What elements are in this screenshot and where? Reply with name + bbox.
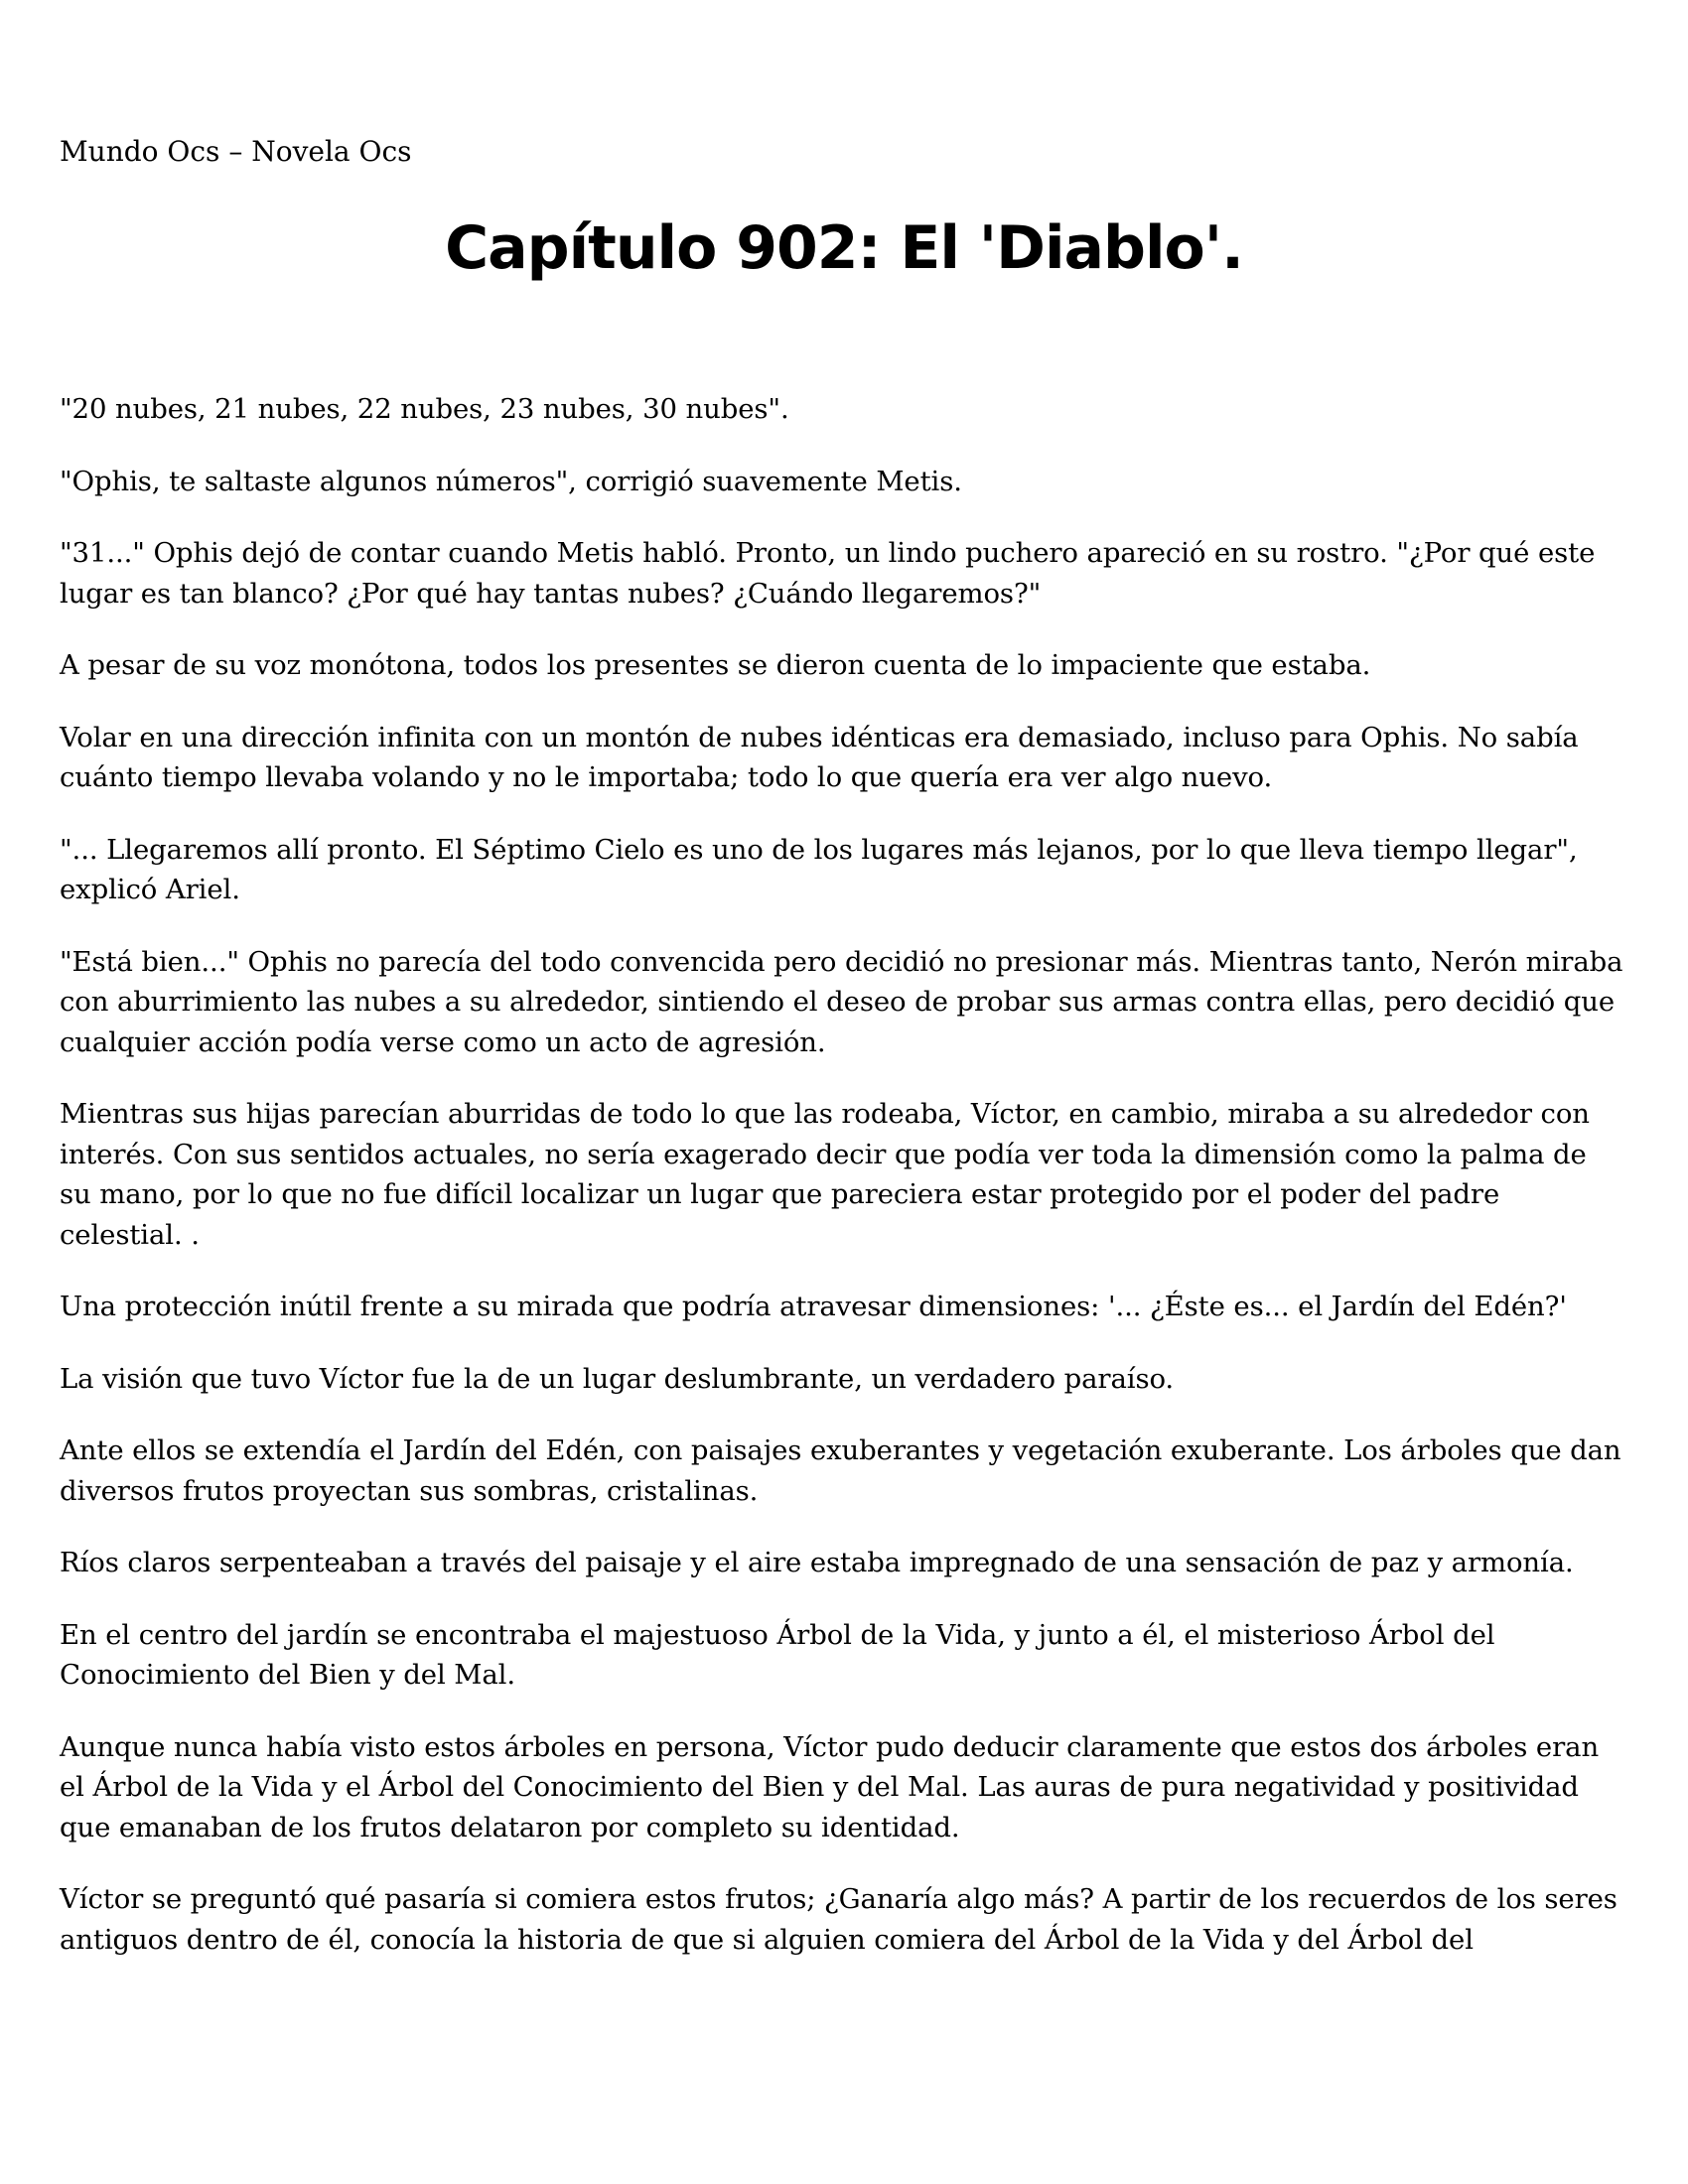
text-line: "31..." Ophis dejó de contar cuando Metis habló. Pronto, un lindo puchero apareció en su rostro. "¿Por qué este xyxy=(60,537,1596,569)
paragraph xyxy=(60,1615,1644,1696)
text-line: interés. Con sus sentidos actuales, no sería exagerado decir que podía ver toda la dimensión como la palma de xyxy=(60,1138,1587,1170)
paragraph xyxy=(60,1287,1644,1327)
text-line: antiguos dentro de él, conocía la historia de que si alguien comiera del Árbol de la Vida y del Árbol del xyxy=(60,1923,1474,1956)
paragraph xyxy=(60,942,1644,1063)
paragraph xyxy=(60,1879,1644,1960)
paragraph xyxy=(60,645,1644,686)
paragraph xyxy=(60,830,1644,910)
paragraph xyxy=(60,1094,1644,1255)
text-line: el Árbol de la Vida y el Árbol del Conocimiento del Bien y del Mal. Las auras de pura negatividad y positividad xyxy=(60,1771,1579,1803)
text-line: Víctor se preguntó qué pasaría si comiera estos frutos; ¿Ganaría algo más? A partir de los recuerdos de los seres xyxy=(60,1883,1618,1915)
text-line: Ríos claros serpenteaban a través del paisaje y el aire estaba impregnado de una sensación de paz y armonía. xyxy=(60,1547,1574,1578)
text-line: Conocimiento del Bien y del Mal. xyxy=(60,1659,515,1691)
paragraph xyxy=(60,1359,1644,1400)
paragraph xyxy=(60,533,1644,614)
running-header: Mundo Ocs – Novela Ocs xyxy=(60,135,412,168)
text-line: "... Llegaremos allí pronto. El Séptimo Cielo es uno de los lugares más lejanos, por lo que lleva tiempo llegar", xyxy=(60,833,1578,866)
paragraph xyxy=(60,462,1644,502)
text-line: A pesar de su voz monótona, todos los presentes se dieron cuenta de lo impaciente que estaba. xyxy=(60,649,1371,681)
text-line: Aunque nunca había visto estos árboles en persona, Víctor pudo deducir claramente que estos dos árboles eran xyxy=(60,1730,1600,1763)
text-line: "Ophis, te saltaste algunos números", corrigió suavemente Metis. xyxy=(60,465,962,497)
paragraph xyxy=(60,1543,1644,1583)
text-line: celestial. . xyxy=(60,1218,200,1251)
text-line: La visión que tuvo Víctor fue la de un lugar deslumbrante, un verdadero paraíso. xyxy=(60,1362,1175,1395)
text-line: lugar es tan blanco? ¿Por qué hay tantas nubes? ¿Cuándo llegaremos?" xyxy=(60,577,1042,610)
text-line: explicó Ariel. xyxy=(60,874,240,905)
text-line: cualquier acción podía verse como un acto de agresión. xyxy=(60,1025,826,1058)
text-line: con aburrimiento las nubes a su alrededor, sintiendo el deseo de probar sus armas contra ellas, pero decidió que xyxy=(60,986,1615,1018)
paragraph xyxy=(60,718,1644,798)
text-line: diversos frutos proyectan sus sombras, cristalinas. xyxy=(60,1474,759,1507)
chapter-body xyxy=(60,389,1644,1991)
paragraph xyxy=(60,1727,1644,1848)
paragraph xyxy=(60,1431,1644,1511)
text-line: que emanaban de los frutos delataron por completo su identidad. xyxy=(60,1811,960,1843)
text-line: "20 nubes, 21 nubes, 22 nubes, 23 nubes, 30 nubes". xyxy=(60,393,789,425)
text-line: Ante ellos se extendía el Jardín del Edén, con paisajes exuberantes y vegetación exuberante. Los árboles que dan xyxy=(60,1434,1621,1466)
text-line: Volar en una dirección infinita con un montón de nubes idénticas era demasiado, incluso para Ophis. No sabía xyxy=(60,721,1579,753)
text-line: su mano, por lo que no fue difícil localizar un lugar que pareciera estar protegido por el poder del padre xyxy=(60,1178,1500,1210)
paragraph xyxy=(60,389,1644,430)
chapter-title: Capítulo 902: El 'Diablo'. xyxy=(445,213,1243,283)
text-line: Una protección inútil frente a su mirada que podría atravesar dimensiones: '... ¿Éste es... el Jardín del Edén?' xyxy=(60,1291,1567,1322)
text-line: "Está bien..." Ophis no parecía del todo convencida pero decidió no presionar más. Mientras tanto, Nerón miraba xyxy=(60,945,1623,978)
text-line: cuánto tiempo llevaba volando y no le importaba; todo lo que quería era ver algo nuevo. xyxy=(60,761,1273,793)
text-line: En el centro del jardín se encontraba el majestuoso Árbol de la Vida, y junto a él, el misterioso Árbol del xyxy=(60,1618,1495,1651)
text-line: Mientras sus hijas parecían aburridas de todo lo que las rodeaba, Víctor, en cambio, miraba a su alrededor con xyxy=(60,1098,1590,1130)
